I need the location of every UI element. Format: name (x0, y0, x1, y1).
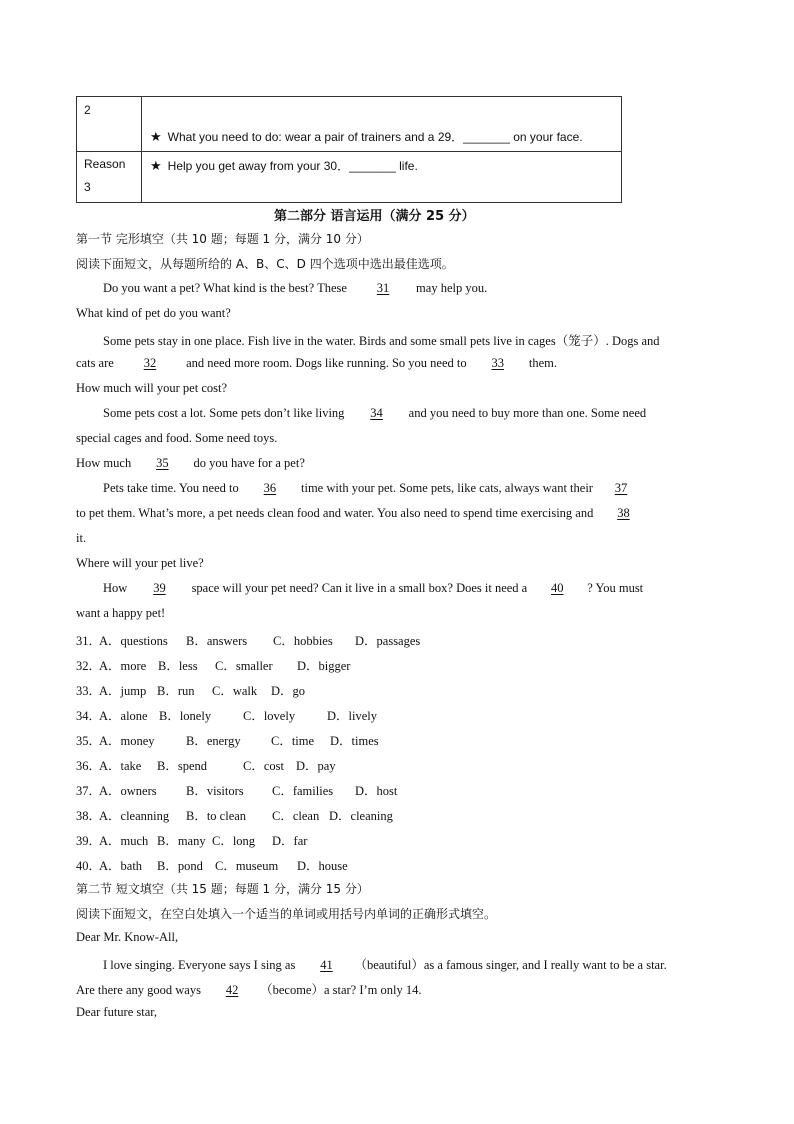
passage-line: Some pets cost a lot. Some pets don’t like living 34 and you need to buy more than one. Some need (103, 406, 647, 420)
option-d[interactable]: D．far (272, 834, 308, 848)
letter-greeting: Dear Mr. Know-All, (76, 930, 179, 944)
option-c[interactable]: C．cost (243, 759, 284, 773)
option-a[interactable]: A．much (99, 834, 149, 848)
passage-line: want a happy pet! (76, 606, 166, 620)
row-text: ★ Help you get away from your 30．_______ life. (150, 159, 418, 174)
option-number: 37． (76, 784, 102, 798)
blank-40[interactable]: 40 (550, 581, 564, 595)
option-b[interactable]: B．to clean (186, 809, 247, 823)
letter-line: Are there any good ways 42 （become）a star? I’m only 14. (76, 983, 422, 997)
option-d[interactable]: D．bigger (297, 659, 351, 673)
blank-38[interactable]: 38 (617, 506, 630, 520)
option-a[interactable]: A．cleanning (99, 809, 170, 823)
option-number: 34． (76, 709, 102, 723)
option-c[interactable]: C．time (271, 734, 315, 748)
passage-line: Do you want a pet? What kind is the best? These 31 may help you. (103, 281, 488, 295)
passage-line: Some pets stay in one place. Fish live in the water. Birds and some small pets live in cages（笼子）. Dogs and (103, 334, 660, 348)
option-a[interactable]: A．take (99, 759, 142, 773)
table-label-cell (77, 97, 142, 152)
table-content-cell (142, 152, 622, 203)
passage-line: to pet them. What’s more, a pet needs clean food and water. You also need to spend time exercising and 38 (76, 506, 650, 521)
passage-heading: How much will your pet cost? (76, 381, 228, 395)
blank-35[interactable]: 35 (156, 456, 169, 470)
option-a[interactable]: A．more (99, 659, 147, 673)
star-icon: ★ (150, 159, 162, 174)
table-label-cell (77, 152, 142, 203)
option-b[interactable]: B．many (157, 834, 206, 848)
option-a[interactable]: A．bath (99, 859, 143, 873)
option-c[interactable]: C．clean (272, 809, 320, 823)
section-instruction: 阅读下面短文，在空白处填入一个适当的单词或用括号内单词的正确形式填空。 (76, 907, 497, 921)
option-b[interactable]: B．energy (186, 734, 241, 748)
section-instruction: 阅读下面短文，从每题所给的 A、B、C、D 四个选项中选出最佳选项。 (76, 257, 454, 271)
table-content-cell (142, 97, 622, 152)
option-d[interactable]: D．cleaning (329, 809, 393, 823)
option-a[interactable]: A．questions (99, 634, 168, 648)
letter-line: I love singing. Everyone says I sing as 41 （beautiful）as a famous singer, and I really want to be a star. (103, 958, 667, 972)
passage-line: it. (76, 531, 87, 545)
option-number: 33． (76, 684, 102, 698)
option-c[interactable]: C．hobbies (273, 634, 333, 648)
option-number: 36． (76, 759, 102, 773)
option-c[interactable]: C．walk (212, 684, 258, 698)
option-number: 31． (76, 634, 102, 648)
option-a[interactable]: A．owners (99, 784, 157, 798)
option-d[interactable]: D．lively (327, 709, 377, 723)
option-number: 39． (76, 834, 102, 848)
option-d[interactable]: D．house (297, 859, 348, 873)
option-b[interactable]: B．pond (157, 859, 203, 873)
blank-34[interactable]: 34 (370, 406, 383, 420)
option-d[interactable]: D．passages (355, 634, 421, 648)
answer-blank-30[interactable]: _______ (349, 159, 396, 173)
option-c[interactable]: C．smaller (215, 659, 273, 673)
blank-36[interactable]: 36 (263, 481, 277, 495)
option-number: 38． (76, 809, 102, 823)
passage-line: How 39 space will your pet need? Can it live in a small box? Does it need a 40 ? You must (103, 581, 644, 595)
passage-line: special cages and food. Some need toys. (76, 431, 278, 445)
passage-heading: Where will your pet live? (76, 556, 204, 570)
star-icon: ★ (150, 130, 162, 145)
option-a[interactable]: A．jump (99, 684, 147, 698)
option-c[interactable]: C．lovely (243, 709, 296, 723)
row-text: ★ What you need to do: wear a pair of trainers and a 29．_______ on your face. (150, 130, 583, 145)
option-c[interactable]: C．families (272, 784, 334, 798)
option-b[interactable]: B．answers (186, 634, 248, 648)
reason-table (76, 96, 622, 203)
option-a[interactable]: A．money (99, 734, 155, 748)
option-d[interactable]: D．host (355, 784, 398, 798)
section-title: 第一节 完形填空（共 10 题；每题 1 分，满分 10 分） (76, 232, 369, 246)
option-b[interactable]: B．run (157, 684, 195, 698)
row-label: Reason (84, 157, 126, 171)
blank-41[interactable]: 41 (320, 958, 333, 972)
blank-33[interactable]: 33 (491, 356, 504, 370)
option-b[interactable]: B．less (158, 659, 198, 673)
blank-37[interactable]: 37 (614, 481, 628, 495)
option-d[interactable]: D．pay (296, 759, 336, 773)
option-number: 32． (76, 659, 102, 673)
option-c[interactable]: C．long (212, 834, 256, 848)
option-number: 35． (76, 734, 102, 748)
reply-greeting: Dear future star, (76, 1005, 158, 1019)
passage-heading: What kind of pet do you want? (76, 306, 231, 320)
blank-42[interactable]: 42 (225, 983, 239, 997)
option-d[interactable]: D．go (271, 684, 306, 698)
passage-line: cats are 32 and need more room. Dogs like running. So you need to 33 them. (76, 356, 557, 370)
answer-blank-29[interactable]: _______ (463, 130, 510, 144)
blank-32[interactable]: 32 (143, 356, 157, 370)
option-d[interactable]: D．times (330, 734, 379, 748)
part-title: 第二部分 语言运用（满分 25 分） (274, 209, 475, 224)
option-a[interactable]: A．alone (99, 709, 148, 723)
option-b[interactable]: B．lonely (159, 709, 212, 723)
table-row (77, 152, 622, 203)
blank-31[interactable]: 31 (376, 281, 390, 295)
table-row (77, 97, 622, 152)
option-number: 40． (76, 859, 102, 873)
passage-line: Pets take time. You need to 36 time with your pet. Some pets, like cats, always want their 37 (103, 481, 649, 496)
option-b[interactable]: B．visitors (186, 784, 244, 798)
section-title: 第二节 短文填空（共 15 题；每题 1 分，满分 15 分） (76, 882, 369, 896)
blank-39[interactable]: 39 (153, 581, 166, 595)
option-b[interactable]: B．spend (157, 759, 208, 773)
option-c[interactable]: C．museum (215, 859, 279, 873)
passage-heading: How much 35 do you have for a pet? (76, 456, 305, 470)
row-label-number: 3 (84, 180, 91, 194)
row-label: 2 (84, 103, 91, 117)
